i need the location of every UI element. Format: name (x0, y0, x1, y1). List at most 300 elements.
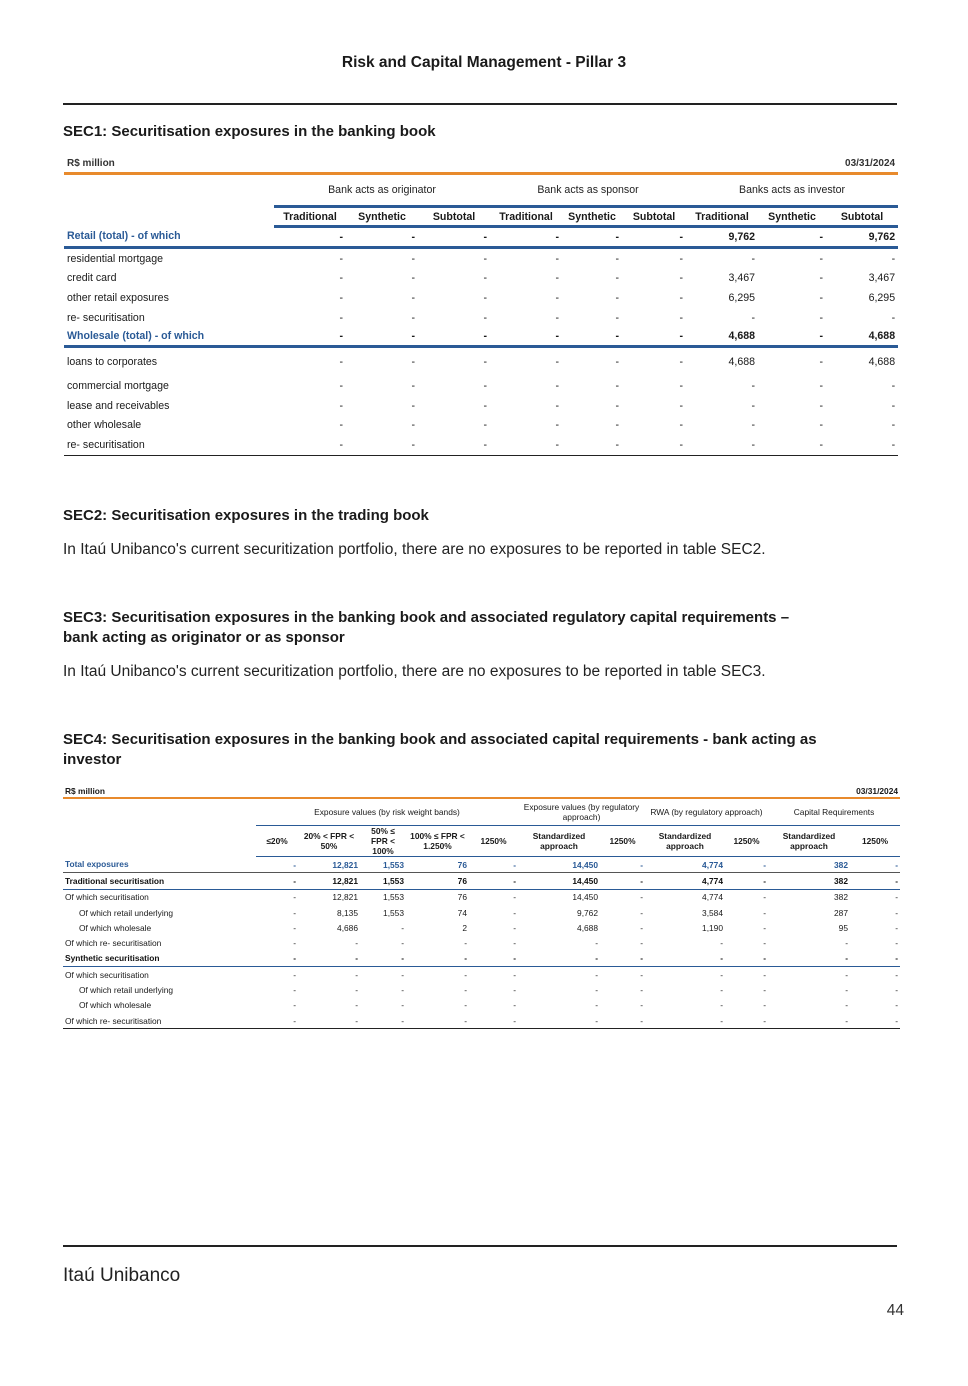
table-cell: - (339, 399, 343, 412)
table-cell: - (895, 922, 899, 933)
table-cell: - (679, 252, 683, 265)
table-cell: - (464, 938, 467, 949)
table-cell: - (555, 272, 559, 285)
table-cell: - (640, 969, 643, 980)
table-cell: - (758, 327, 826, 347)
table-cell: - (768, 1013, 850, 1029)
sec4-col-header: Standardized approach (768, 826, 850, 857)
table-cell: 3,467 (728, 272, 755, 285)
table-cell: - (725, 1013, 768, 1029)
table-cell: - (513, 969, 516, 980)
row-label: other wholesale (67, 419, 142, 432)
table-cell: - (600, 951, 645, 967)
table-cell: - (615, 419, 619, 432)
table-cell: - (513, 985, 516, 996)
table-row (64, 288, 898, 308)
table-cell: - (763, 969, 766, 980)
table-cell: - (339, 252, 343, 265)
sec1-col-header: Subtotal (826, 207, 898, 227)
table-cell: - (686, 435, 758, 455)
table-cell: - (895, 938, 899, 949)
table-cell: - (622, 327, 686, 347)
table-cell: - (360, 1013, 406, 1029)
table-cell: - (768, 951, 850, 967)
table-cell: - (483, 419, 487, 432)
table-cell: - (469, 857, 518, 873)
table-cell: - (418, 435, 490, 455)
sec4-title (63, 730, 903, 770)
table-row (64, 435, 898, 455)
sec1-col-header: Subtotal (622, 207, 686, 227)
table-cell: - (339, 380, 343, 393)
table-cell: - (895, 1000, 899, 1011)
sec1-date: 03/31/2024 (845, 158, 896, 169)
table-cell: - (346, 227, 418, 248)
table-cell: - (819, 419, 823, 432)
table-cell: - (891, 419, 896, 432)
table-cell: - (411, 380, 415, 393)
table-cell: 95 (838, 922, 848, 933)
row-label: Of which re- securitisation (65, 938, 162, 949)
table-row (63, 920, 900, 935)
table-cell: 12,821 (298, 857, 360, 873)
row-label: commercial mortgage (67, 380, 169, 393)
table-row (64, 227, 898, 248)
table-cell: - (490, 327, 562, 347)
table-cell: 1,553 (360, 873, 406, 889)
table-cell: - (679, 380, 683, 393)
sec1-col-header: Synthetic (758, 207, 826, 227)
table-row (64, 396, 898, 416)
table-cell: - (339, 419, 343, 432)
table-cell: 3,467 (868, 272, 896, 285)
table-row (63, 873, 900, 889)
table-cell: - (339, 311, 343, 324)
table-row (63, 982, 900, 997)
table-cell: 12,821 (332, 892, 358, 903)
table-cell: - (720, 985, 723, 996)
table-cell: - (850, 873, 900, 889)
table-cell: 1,553 (383, 892, 404, 903)
table-cell: - (483, 356, 487, 369)
row-label: re- securitisation (64, 435, 274, 455)
table-cell: - (360, 951, 406, 967)
table-cell: 76 (406, 873, 469, 889)
sec4-col-header: ≤20% (256, 826, 298, 857)
table-cell: - (819, 272, 823, 285)
table-cell: - (845, 938, 848, 949)
table-cell: - (725, 857, 768, 873)
table-cell: - (256, 857, 298, 873)
table-cell: - (555, 311, 559, 324)
table-cell: - (679, 399, 683, 412)
sec3-title-line1: SEC3: Securitisation exposures in the banking book and associated regulatory capital requirements – (63, 609, 790, 626)
table-cell: - (819, 252, 823, 265)
table-cell: - (513, 1000, 516, 1011)
table-row (64, 248, 898, 269)
table-cell: - (895, 969, 899, 980)
table-cell: - (891, 252, 896, 265)
table-cell: - (615, 291, 619, 304)
row-label: re- securitisation (67, 311, 145, 324)
row-label: Of which securitisation (65, 969, 149, 980)
sec1-col-header: Traditional (686, 207, 758, 227)
table-cell: - (411, 291, 415, 304)
sec4-col-header: Standardized approach (645, 826, 725, 857)
table-cell: 76 (457, 892, 467, 903)
table-row (63, 967, 900, 983)
sec3-text: In Itaú Unibanco's current securitization portfolio, there are no exposures to be reported in table SEC3. (63, 663, 766, 680)
table-cell: 2 (462, 922, 467, 933)
table-cell: - (751, 419, 755, 432)
table-cell: - (720, 1000, 723, 1011)
table-cell: - (339, 272, 343, 285)
sec1-col-header: Synthetic (346, 207, 418, 227)
table-row (63, 1013, 900, 1029)
row-label: Traditional securitisation (63, 873, 256, 889)
table-cell: - (418, 227, 490, 248)
row-label: lease and receivables (67, 399, 170, 412)
table-cell: 76 (406, 857, 469, 873)
table-cell: - (562, 327, 622, 347)
table-row (63, 889, 900, 905)
table-cell: 6,295 (728, 291, 755, 304)
table-cell: - (401, 985, 404, 996)
table-cell: - (483, 399, 487, 412)
sec4-col-header: 20% < FPR < 50% (298, 826, 360, 857)
table-cell: - (595, 938, 598, 949)
row-label: Synthetic securitisation (63, 951, 256, 967)
table-cell: - (763, 938, 766, 949)
table-cell: - (411, 272, 415, 285)
table-cell: 382 (768, 873, 850, 889)
table-row (64, 269, 898, 289)
sec1-table (64, 155, 898, 456)
table-cell: - (555, 291, 559, 304)
table-cell: - (725, 951, 768, 967)
sec2-title: SEC2: Securitisation exposures in the trading book (63, 507, 429, 524)
table-cell: - (850, 951, 900, 967)
table-cell: - (845, 1000, 848, 1011)
table-cell: - (615, 311, 619, 324)
sec1-col-header: Traditional (490, 207, 562, 227)
sec4-col-header: 1250% (725, 826, 768, 857)
table-cell: - (401, 938, 404, 949)
table-cell: - (274, 327, 346, 347)
table-cell: - (490, 227, 562, 248)
table-row (64, 308, 898, 328)
table-cell: - (845, 985, 848, 996)
table-cell: 4,688 (577, 922, 598, 933)
sec4-group-rwa: RWA (by regulatory approach) (645, 799, 768, 826)
table-cell: - (293, 1000, 296, 1011)
table-cell: - (401, 969, 404, 980)
sec1-unit: R$ million (67, 158, 115, 169)
sec3-title (63, 608, 903, 648)
table-cell: - (615, 252, 619, 265)
table-cell: - (293, 922, 296, 933)
table-cell: - (615, 380, 619, 393)
table-row (64, 327, 898, 347)
table-cell: - (555, 419, 559, 432)
table-cell: - (483, 311, 487, 324)
table-cell: - (464, 969, 467, 980)
table-cell: 12,821 (298, 873, 360, 889)
page-header-title: Risk and Capital Management - Pillar 3 (341, 54, 627, 71)
table-cell: - (622, 227, 686, 248)
table-cell: - (293, 969, 296, 980)
table-cell: - (339, 291, 343, 304)
table-cell: - (298, 951, 360, 967)
table-cell: - (891, 380, 896, 393)
table-cell: 6,295 (868, 291, 896, 304)
table-cell: - (819, 356, 823, 369)
table-cell: 4,774 (645, 873, 725, 889)
table-cell: 3,584 (702, 907, 723, 918)
sec4-col-header: 50% ≤ FPR < 100% (360, 826, 406, 857)
table-cell: - (464, 985, 467, 996)
table-cell: - (411, 399, 415, 412)
table-cell: - (640, 922, 643, 933)
sec4-col-header: Standardized approach (518, 826, 600, 857)
table-cell: - (763, 907, 766, 918)
table-cell: - (555, 380, 559, 393)
sec4-col-header: 1250% (850, 826, 900, 857)
table-cell: - (513, 907, 516, 918)
table-cell: - (679, 291, 683, 304)
sec4-table (63, 785, 900, 1029)
sec4-title-line1: SEC4: Securitisation exposures in the banking book and associated capital requirements - bank acting as (63, 731, 817, 748)
table-cell: - (469, 951, 518, 967)
sec1-col-header: Subtotal (418, 207, 490, 227)
table-cell: - (819, 291, 823, 304)
row-label: Of which securitisation (65, 892, 149, 903)
table-cell: - (518, 951, 600, 967)
table-cell: 4,688 (686, 327, 758, 347)
table-cell: - (401, 1000, 404, 1011)
sec4-unit: R$ million (65, 786, 106, 796)
sec1-group-investor: Banks acts as investor (686, 175, 898, 207)
table-cell: - (411, 356, 415, 369)
table-cell: - (679, 356, 683, 369)
table-cell: - (293, 892, 296, 903)
table-cell: 14,450 (518, 873, 600, 889)
table-cell: - (555, 356, 559, 369)
table-row (63, 935, 900, 950)
table-cell: 1,190 (702, 922, 723, 933)
table-cell: 74 (457, 907, 467, 918)
table-cell: - (339, 356, 343, 369)
sec4-group-regulatory: Exposure values (by regulatory approach) (518, 799, 645, 826)
table-cell: 4,688 (868, 356, 896, 369)
sec1-group-originator: Bank acts as originator (274, 175, 490, 207)
table-cell: - (826, 435, 898, 455)
header-rule (63, 103, 897, 105)
table-cell: - (615, 356, 619, 369)
sec4-title-line2: investor (63, 751, 122, 768)
table-cell: - (600, 1013, 645, 1029)
table-cell: - (464, 1000, 467, 1011)
table-cell: - (483, 272, 487, 285)
table-cell: - (763, 1000, 766, 1011)
row-label: Of which retail underlying (79, 907, 174, 918)
table-cell: - (640, 938, 643, 949)
table-cell: - (411, 252, 415, 265)
sec4-col-header: 1250% (600, 826, 645, 857)
sec4-date: 03/31/2024 (856, 786, 899, 796)
sec1-title: SEC1: Securitisation exposures in the banking book (63, 123, 436, 140)
table-cell: - (640, 1000, 643, 1011)
table-cell: - (595, 985, 598, 996)
table-row (64, 416, 898, 436)
table-row (63, 998, 900, 1013)
table-cell: - (891, 399, 896, 412)
table-cell: - (293, 985, 296, 996)
table-row (63, 905, 900, 920)
table-cell: - (293, 938, 296, 949)
row-label: Total exposures (63, 857, 256, 873)
table-cell: 8,135 (337, 907, 358, 918)
row-label: Of which wholesale (79, 1000, 152, 1011)
footer-rule (63, 1245, 897, 1247)
table-cell: - (555, 399, 559, 412)
sec1-col-header: Synthetic (562, 207, 622, 227)
table-cell: - (274, 435, 346, 455)
table-cell: 14,450 (518, 857, 600, 873)
table-cell: - (483, 380, 487, 393)
table-cell: - (490, 435, 562, 455)
table-cell: - (895, 985, 899, 996)
table-cell: - (256, 951, 298, 967)
row-label: Wholesale (total) - of which (64, 327, 274, 347)
table-cell: - (720, 969, 723, 980)
table-cell: - (895, 907, 899, 918)
table-cell: - (819, 380, 823, 393)
table-cell: - (845, 969, 848, 980)
table-cell: - (555, 252, 559, 265)
row-label: credit card (67, 272, 117, 285)
table-cell: - (600, 873, 645, 889)
table-cell: - (850, 857, 900, 873)
table-cell: - (600, 857, 645, 873)
sec4-group-risk-weight: Exposure values (by risk weight bands) (256, 799, 518, 826)
table-row (63, 857, 900, 873)
table-cell: - (640, 892, 643, 903)
row-label: Of which wholesale (79, 922, 152, 933)
sec1-col-header: Traditional (274, 207, 346, 227)
table-cell: - (346, 435, 418, 455)
table-cell: 4,774 (702, 892, 723, 903)
table-cell: - (850, 1013, 900, 1029)
table-cell: - (819, 399, 823, 412)
table-cell: - (469, 1013, 518, 1029)
row-label: loans to corporates (67, 356, 158, 369)
table-cell: - (355, 985, 358, 996)
sec2-text: In Itaú Unibanco's current securitization portfolio, there are no exposures to be reported in table SEC2. (63, 541, 766, 558)
table-cell: - (355, 938, 358, 949)
table-cell: - (411, 311, 415, 324)
table-cell: - (645, 951, 725, 967)
table-cell: - (513, 892, 516, 903)
table-cell: - (640, 907, 643, 918)
table-cell: - (293, 907, 296, 918)
row-label: residential mortgage (67, 252, 163, 265)
table-cell: - (483, 291, 487, 304)
table-cell: - (751, 399, 755, 412)
table-cell: - (513, 922, 516, 933)
table-cell: - (518, 1013, 600, 1029)
table-cell: 9,762 (577, 907, 598, 918)
row-label: Retail (total) - of which (64, 227, 274, 248)
table-cell: - (758, 227, 826, 248)
table-cell: 4,688 (728, 356, 755, 369)
table-cell: - (763, 985, 766, 996)
table-cell: 382 (768, 857, 850, 873)
table-cell: 4,688 (826, 327, 898, 347)
table-cell: 287 (834, 907, 848, 918)
table-cell: - (256, 873, 298, 889)
table-cell: - (298, 1013, 360, 1029)
table-cell: - (418, 327, 490, 347)
table-cell: - (406, 1013, 469, 1029)
table-cell: - (411, 419, 415, 432)
table-cell: - (763, 922, 766, 933)
sec4-col-header: 100% ≤ FPR < 1.250% (406, 826, 469, 857)
table-cell: - (645, 1013, 725, 1029)
table-cell: - (401, 922, 404, 933)
table-cell: 1,553 (383, 907, 404, 918)
table-cell: - (895, 892, 899, 903)
table-cell: 4,774 (645, 857, 725, 873)
table-cell: - (355, 969, 358, 980)
table-cell: - (274, 227, 346, 248)
table-cell: - (763, 892, 766, 903)
table-cell: 9,762 (826, 227, 898, 248)
sec1-group-sponsor: Bank acts as sponsor (490, 175, 686, 207)
row-label: Of which re- securitisation (63, 1013, 256, 1029)
table-cell: 14,450 (572, 892, 598, 903)
table-cell: - (615, 272, 619, 285)
table-row (64, 376, 898, 396)
sec4-col-header: 1250% (469, 826, 518, 857)
footer-company: Itaú Unibanco (63, 1265, 181, 1286)
table-cell: 4,686 (337, 922, 358, 933)
table-cell: - (640, 985, 643, 996)
row-label: other retail exposures (67, 291, 169, 304)
sec4-group-capital: Capital Requirements (768, 799, 900, 826)
row-label: Of which retail underlying (79, 985, 174, 996)
table-cell: - (751, 311, 755, 324)
table-cell: - (679, 311, 683, 324)
table-cell: - (562, 227, 622, 248)
table-cell: - (513, 938, 516, 949)
table-cell: - (355, 1000, 358, 1011)
table-row (63, 951, 900, 967)
table-cell: - (469, 873, 518, 889)
table-cell: - (679, 419, 683, 432)
table-cell: - (725, 873, 768, 889)
table-cell: - (483, 252, 487, 265)
table-row (64, 347, 898, 377)
table-cell: - (622, 435, 686, 455)
table-cell: - (751, 252, 755, 265)
table-cell: - (615, 399, 619, 412)
table-cell: - (751, 380, 755, 393)
table-cell: - (819, 311, 823, 324)
table-cell: - (891, 311, 896, 324)
page-number: 44 (886, 1302, 904, 1319)
sec3-title-line2: bank acting as originator or as sponsor (63, 629, 345, 646)
